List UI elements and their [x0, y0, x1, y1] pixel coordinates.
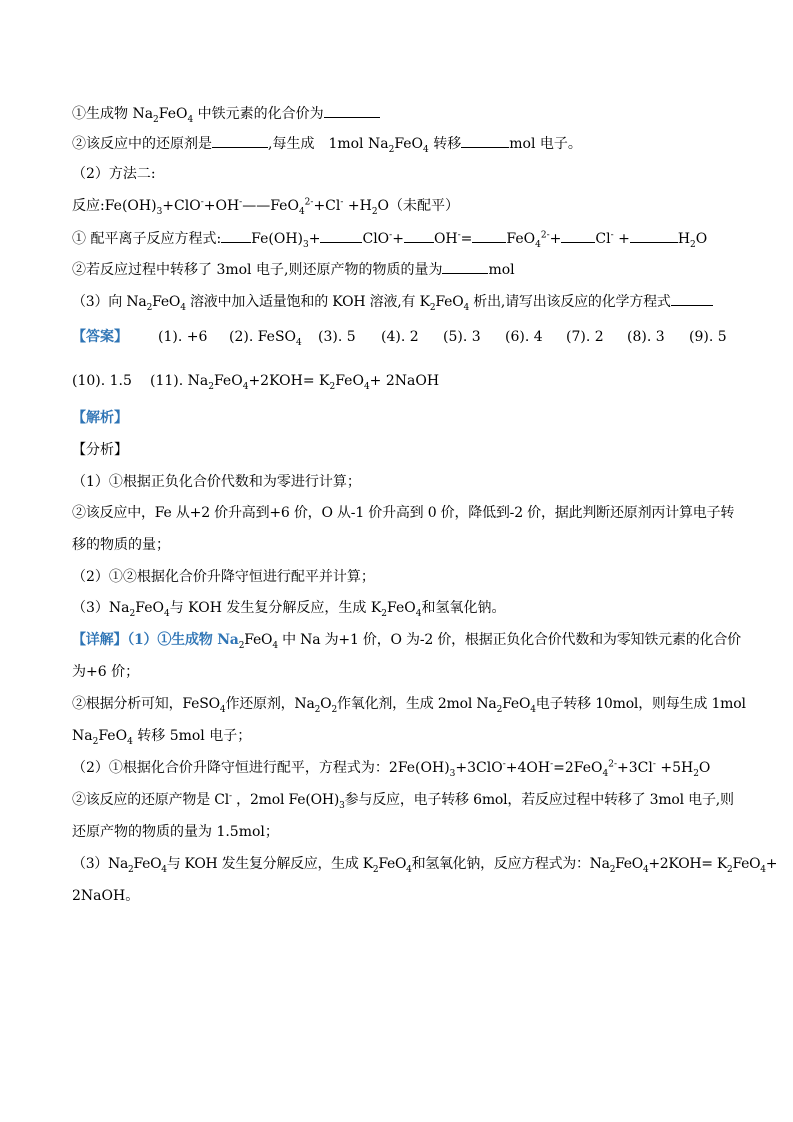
answer-item: (6). 4	[505, 329, 543, 345]
subscript: 4	[406, 864, 412, 875]
answer-blank	[461, 133, 509, 148]
text: ②根据分析可知，FeSO	[72, 696, 220, 712]
text: （3）向 Na	[72, 294, 147, 310]
answer-blank	[320, 228, 362, 243]
subscript: 4	[272, 640, 278, 651]
text: +H	[343, 198, 372, 214]
subscript: 4	[760, 864, 766, 875]
text: ，2mol Fe(OH)	[231, 792, 340, 808]
text: OH	[433, 231, 458, 247]
answer-item: (5). 3	[443, 329, 481, 345]
superscript: -	[652, 759, 656, 770]
subscript: 2	[496, 704, 503, 715]
answer-item: (3). 5	[318, 329, 356, 345]
text: FeO	[133, 856, 162, 872]
text: O（未配平）	[377, 198, 460, 214]
analysis-line: （1）①根据正负化合价代数和为零进行计算；	[72, 474, 361, 490]
text: O	[695, 231, 708, 247]
analysis-label: 【解析】	[72, 410, 128, 426]
text: FeO	[152, 294, 181, 310]
text: FeO	[387, 600, 416, 616]
text: Cl	[595, 231, 611, 247]
subscript: 2	[690, 239, 696, 250]
text: FeO	[244, 632, 273, 648]
analysis-line: （2）①②根据化合价升降守恒进行配平并计算；	[72, 569, 375, 585]
answer-item: (8). 3	[627, 329, 665, 345]
text: ②若反应过程中转移了 3mol 电子,则还原产物的物质的量为	[72, 262, 443, 278]
text: +3ClO	[455, 760, 503, 776]
text: O	[698, 760, 711, 776]
subscript: 4	[161, 864, 167, 875]
superscript: -	[389, 230, 393, 241]
detail-line	[72, 854, 777, 874]
subscript: 2	[371, 206, 378, 217]
question-line-3: （2）方法二:	[72, 166, 156, 182]
detail-line	[72, 694, 746, 714]
answer-item: (7). 2	[566, 329, 604, 345]
subscript: 3	[339, 800, 345, 811]
subscript: 4	[180, 302, 186, 313]
answer-blank	[221, 228, 251, 243]
text: 和氢氧化钠。	[421, 600, 506, 616]
text: +	[308, 231, 321, 247]
detail-line	[72, 790, 734, 810]
detail-label: 【详解】（1）①生成物 Na	[72, 632, 239, 648]
text: 电子转移 10mol，则每生成 1mol	[535, 696, 746, 712]
detail-line: 为+6 价；	[72, 664, 140, 680]
superscript: -	[610, 230, 614, 241]
question-line-4	[72, 196, 459, 216]
answer-blank	[442, 259, 488, 274]
text: FeO	[158, 106, 188, 122]
text: FeO	[135, 600, 164, 616]
subscript: 4	[530, 704, 536, 715]
subscript: 3	[449, 768, 456, 779]
text: FeO	[435, 294, 464, 310]
subscript: 4	[219, 704, 226, 715]
text: FeO	[502, 696, 531, 712]
answer-blank	[671, 291, 713, 306]
subscript: 2	[727, 864, 733, 875]
text: ,每生成 1mol Na	[268, 136, 389, 152]
subscript: 2	[429, 302, 436, 313]
text: + 2NaOH	[369, 373, 440, 389]
text: FeO	[394, 136, 424, 152]
subscript: 2	[693, 768, 699, 779]
answer-label: 【答案】	[72, 329, 128, 345]
text: ②该反应的还原产物是 Cl	[72, 792, 230, 808]
subscript: 3	[303, 239, 309, 250]
subscript: 4	[602, 768, 609, 779]
text: FeO	[98, 728, 128, 744]
text: mol	[488, 262, 515, 278]
superscript: 2-	[608, 759, 618, 770]
text: +3Cl	[617, 760, 653, 776]
text: (2). FeSO	[229, 329, 297, 345]
subscript: 4	[415, 608, 422, 619]
text: 中 Na 为+1 价，O 为-2 价，根据正负化合价代数和为零知铁元素的化合价	[277, 632, 741, 648]
text: 反应:Fe(OH)	[72, 198, 157, 214]
answer-item	[150, 371, 439, 391]
subscript: 2	[381, 608, 388, 619]
text: （3）Na	[72, 600, 130, 616]
text: （2）①根据化合价升降守恒进行配平，方程式为：2Fe(OH)	[72, 760, 450, 776]
text: 作氧化剂，生成 2mol Na	[336, 696, 497, 712]
answer-item: (10). 1.5	[72, 373, 132, 389]
text: ① 配平离子反应方程式:	[72, 231, 222, 247]
subscript: 4	[187, 114, 194, 125]
text: FeO	[378, 856, 407, 872]
text: ——FeO	[242, 198, 299, 214]
superscript: 2-	[540, 230, 550, 241]
text: Fe(OH)	[251, 231, 304, 247]
subscript: 4	[363, 381, 370, 392]
text: =2FeO	[553, 760, 603, 776]
subscript: 2	[153, 114, 159, 125]
subscript: 2	[372, 864, 379, 875]
analysis-subheading: 【分析】	[72, 442, 128, 458]
answer-item	[229, 327, 302, 347]
subscript: 2	[388, 144, 395, 155]
analysis-line: ②该反应中，Fe 从+2 价升高到+6 价，O 从-1 价升高到 0 价，降低到-2 价，据此判断还原剂丙计算电子转	[72, 505, 735, 521]
text: 转移 5mol 电子；	[132, 728, 252, 744]
question-line-5	[72, 228, 707, 249]
answer-item: (9). 5	[689, 329, 727, 345]
text: 转移	[428, 136, 462, 152]
detail-line	[72, 758, 710, 778]
analysis-line	[72, 598, 505, 618]
subscript: 4	[127, 736, 133, 747]
detail-line: 还原产物的物质的量为 1.5mol；	[72, 824, 279, 840]
subscript: 2	[238, 640, 245, 651]
text: +2KOH= K	[648, 856, 728, 872]
detail-line	[72, 726, 251, 746]
subscript: 2	[208, 381, 214, 392]
superscript: 2-	[304, 197, 314, 208]
subscript: 4	[163, 608, 170, 619]
detail-line: 2NaOH。	[72, 888, 140, 904]
text: +	[392, 231, 404, 247]
text: （3）Na	[72, 856, 129, 872]
subscript: 4	[535, 239, 541, 250]
text: 析出,请写出该反应的化学方程式	[469, 294, 671, 310]
text: +OH	[203, 198, 240, 214]
subscript: 2	[609, 864, 616, 875]
analysis-line: 移的物质的量；	[72, 537, 170, 553]
subscript: 2	[329, 381, 336, 392]
subscript: 2	[129, 608, 136, 619]
subscript: 4	[642, 864, 649, 875]
text: Na	[72, 728, 93, 744]
subscript: 4	[296, 337, 302, 348]
subscript: 4	[423, 144, 429, 155]
answer-item: (4). 2	[381, 329, 419, 345]
subscript: 2	[92, 736, 99, 747]
subscript: 4	[242, 381, 249, 392]
subscript: 2	[128, 864, 134, 875]
text: ClO	[362, 231, 390, 247]
text: 参与反应，电子转移 6mol，若反应过程中转移了 3mol 电子,则	[344, 792, 734, 808]
question-line-6	[72, 259, 515, 280]
text: 作还原剂，Na	[225, 696, 315, 712]
question-line-1	[72, 103, 380, 124]
text: +	[765, 856, 778, 872]
answer-blank	[630, 228, 678, 243]
superscript: -	[200, 197, 204, 208]
subscript: 2	[331, 704, 337, 715]
text: ②该反应中的还原剂是	[72, 136, 212, 152]
text: 与 KOH 发生复分解反应，生成 K	[169, 600, 382, 616]
text: +5H	[655, 760, 694, 776]
text: FeO	[615, 856, 643, 872]
text: +4OH	[505, 760, 551, 776]
text: ①生成物 Na	[72, 106, 154, 122]
text: +	[613, 231, 630, 247]
text: +ClO	[162, 198, 201, 214]
superscript: -	[239, 197, 243, 208]
superscript: -	[457, 230, 461, 241]
text: (11). Na	[150, 373, 209, 389]
text: FeO	[335, 373, 364, 389]
text: 溶液中加入适量饱和的 KOH 溶液,有 K	[185, 294, 430, 310]
text: O	[320, 696, 332, 712]
text: H	[677, 231, 691, 247]
text: 和氢氧化钠，反应方程式为：Na	[411, 856, 610, 872]
answer-blank	[404, 228, 434, 243]
text: FeO	[213, 373, 243, 389]
subscript: 3	[156, 206, 163, 217]
text: FeO	[506, 231, 536, 247]
answer-blank	[472, 228, 506, 243]
text: +	[549, 231, 562, 247]
answer-item: (1). +6	[158, 329, 208, 345]
superscript: -	[340, 197, 344, 208]
answer-blank	[212, 133, 268, 148]
text: 中铁元素的化合价为	[193, 106, 324, 122]
superscript: -	[502, 759, 506, 770]
text: 与 KOH 发生复分解反应，生成 K	[166, 856, 373, 872]
question-line-7	[72, 291, 713, 312]
answer-blank	[561, 228, 595, 243]
text: FeO	[732, 856, 761, 872]
subscript: 4	[463, 302, 470, 313]
question-line-2	[72, 133, 582, 154]
subscript: 2	[314, 704, 321, 715]
subscript: 2	[146, 302, 153, 313]
superscript: -	[229, 791, 232, 802]
text: +2KOH= K	[248, 373, 330, 389]
text: mol 电子。	[509, 136, 582, 152]
answer-blank	[324, 103, 380, 118]
text: =	[460, 231, 473, 247]
text: +Cl	[313, 198, 341, 214]
subscript: 4	[298, 206, 305, 217]
superscript: -	[550, 759, 554, 770]
detail-line	[72, 630, 741, 650]
